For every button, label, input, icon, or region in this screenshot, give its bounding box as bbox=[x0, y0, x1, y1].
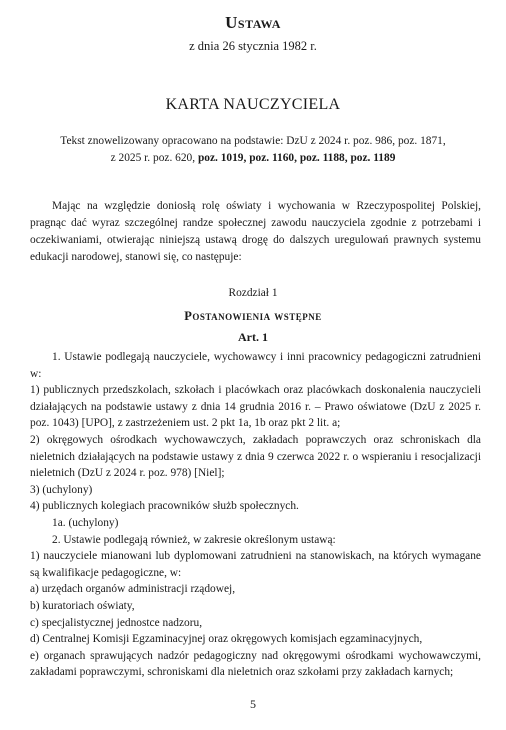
article-paragraph: 1) nauczyciele mianowani lub dyplomowani zatrudnieni na stanowiskach, na których wymagane są kwalifikacje pedagogiczne, w: bbox=[30, 550, 481, 579]
consolidated-line2-plain: z 2025 r. poz. 620, bbox=[110, 152, 198, 164]
article-paragraph: 2) okręgowych ośrodkach wychowawczych, zakładach poprawczych oraz schroniskach dla nieletnich działających na podstawie ustawy z dnia 9 czerwca 2022 r. o wspieraniu i resocjalizacji nieletnich (DzU z 2024 r. poz. 978) [Niel]; bbox=[30, 433, 481, 480]
act-name: KARTA NAUCZYCIELA bbox=[165, 96, 341, 113]
article-paragraph: c) specjalistycznej jednostce nadzoru, bbox=[30, 616, 203, 629]
article-paragraph: 1a. (uchylony) bbox=[52, 516, 119, 529]
chapter-title: Postanowienia wstępne bbox=[184, 309, 322, 323]
preamble: Mając na względzie doniosłą rolę oświaty i wychowania w Rzeczypospolitej Polskiej, pragnąc dać wyraz szczególnej randze społecznej zawodu nauczyciela zgodnie z potrzebami i oczekiwaniami, otwierając niniejszą ustawą drogę do dalszych uregulowań prawnych systemu edukacji narodowej, stanowi się, co następuje: bbox=[30, 200, 481, 263]
document-date: z dnia 26 stycznia 1982 r. bbox=[189, 39, 317, 53]
document-title: Ustawa bbox=[225, 13, 281, 32]
chapter-label: Rozdział 1 bbox=[228, 287, 278, 299]
article-paragraph: b) kuratoriach oświaty, bbox=[30, 599, 135, 612]
article-paragraph: 2. Ustawie podlegają również, w zakresie określonym ustawą: bbox=[52, 533, 336, 546]
article-paragraph: a) urzędach organów administracji rządowej, bbox=[30, 583, 236, 596]
consolidated-text-note bbox=[40, 133, 466, 167]
consolidated-line2-bold: poz. 1019, poz. 1160, poz. 1188, poz. 1189 bbox=[197, 152, 396, 164]
article-paragraph: d) Centralnej Komisji Egzaminacyjnej oraz okręgowych komisjach egzaminacyjnych, bbox=[30, 633, 423, 646]
article-paragraph: 1. Ustawie podlegają nauczyciele, wychowawcy i inni pracownicy pedagogiczni zatrudnieni w: bbox=[30, 351, 481, 380]
article-label: Art. 1 bbox=[238, 330, 268, 344]
article-body bbox=[30, 349, 481, 681]
article-paragraph: e) organach sprawujących nadzór pedagogiczny nad okręgowymi ośrodkami wychowawczymi, zakładami poprawczymi, schroniskami dla nieletnich oraz szkołami przy zakładach karnych; bbox=[30, 649, 481, 679]
article-paragraph: 1) publicznych przedszkolach, szkołach i placówkach oraz placówkach doskonalenia nauczycieli działających na podstawie ustawy z dnia 14 grudnia 2016 r. – Prawo oświatowe (DzU z 2025 r. poz. 1043) [UPO], z zastrzeżeniem ust. 2 pkt 1a, 1b oraz pkt 2 lit. a; bbox=[30, 384, 481, 430]
page-number: 5 bbox=[250, 697, 256, 711]
consolidated-line1: Tekst znowelizowany opracowano na podstawie: DzU z 2024 r. poz. 986, poz. 1871, bbox=[60, 135, 446, 147]
article-paragraph: 4) publicznych kolegiach pracowników służb społecznych. bbox=[30, 500, 299, 513]
article-paragraph: 3) (uchylony) bbox=[30, 483, 93, 496]
